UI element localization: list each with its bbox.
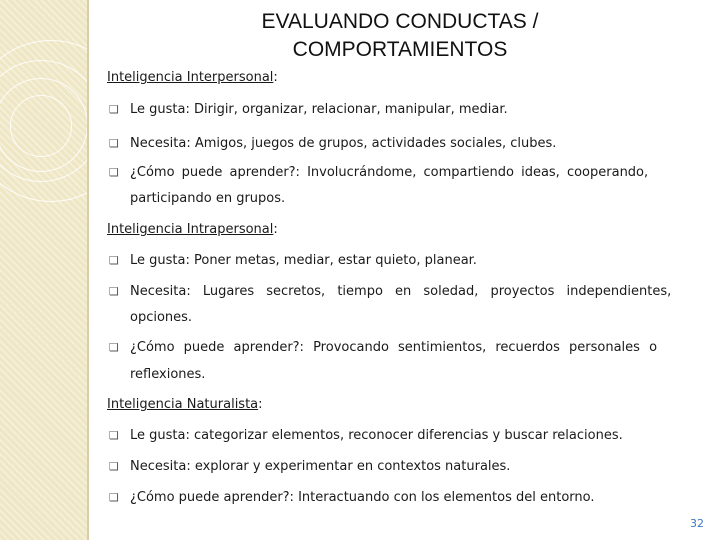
section-heading-colon: : xyxy=(273,222,278,237)
section-heading-text: Inteligencia Intrapersonal xyxy=(107,222,274,237)
title-line-1: EVALUANDO CONDUCTAS / xyxy=(261,10,539,33)
list-item-text: ¿Cómo puede aprender?: Interactuando con los elementos del entorno. xyxy=(130,490,595,505)
section-heading-intrapersonal xyxy=(107,222,278,238)
checkbox-bullet-icon: ❑ xyxy=(109,103,119,116)
checkbox-bullet-icon: ❑ xyxy=(109,429,119,442)
list-item-text: participando en grupos. xyxy=(130,191,286,206)
section-heading-colon: : xyxy=(258,397,263,412)
list-item-text: Le gusta: categorizar elementos, reconocer diferencias y buscar relaciones. xyxy=(130,428,623,443)
slide-title xyxy=(180,8,620,64)
band-divider xyxy=(87,0,89,540)
list-item-text: Necesita: Lugares secretos, tiempo en soledad, proyectos independientes, xyxy=(130,284,672,299)
section-heading-colon: : xyxy=(273,70,278,85)
checkbox-bullet-icon: ❑ xyxy=(109,137,119,150)
title-line-2: COMPORTAMIENTOS xyxy=(292,38,508,61)
list-item-text: opciones. xyxy=(130,310,193,325)
checkbox-bullet-icon: ❑ xyxy=(109,166,119,179)
page-number: 32 xyxy=(690,517,704,530)
list-item-text: Le gusta: Poner metas, mediar, estar quieto, planear. xyxy=(130,253,477,268)
checkbox-bullet-icon: ❑ xyxy=(109,491,119,504)
decorative-circle xyxy=(10,95,72,157)
list-item-text: Necesita: explorar y experimentar en contextos naturales. xyxy=(130,459,511,474)
checkbox-bullet-icon: ❑ xyxy=(109,460,119,473)
checkbox-bullet-icon: ❑ xyxy=(109,341,119,354)
list-item-text: Necesita: Amigos, juegos de grupos, actividades sociales, clubes. xyxy=(130,136,557,151)
list-item-text: ¿Cómo puede aprender?: Provocando sentimientos, recuerdos personales o xyxy=(130,340,658,355)
decorative-side-band xyxy=(0,0,87,540)
list-item-text: reflexiones. xyxy=(130,367,206,382)
list-item-text: ¿Cómo puede aprender?: Involucrándome, compartiendo ideas, cooperando, xyxy=(130,165,649,180)
checkbox-bullet-icon: ❑ xyxy=(109,285,119,298)
section-heading-text: Inteligencia Interpersonal xyxy=(107,70,274,85)
section-heading-text: Inteligencia Naturalista xyxy=(107,397,259,412)
list-item-text: Le gusta: Dirigir, organizar, relacionar, manipular, mediar. xyxy=(130,102,508,117)
section-heading-interpersonal xyxy=(107,70,278,86)
checkbox-bullet-icon: ❑ xyxy=(109,254,119,267)
section-heading-naturalista xyxy=(107,397,263,413)
